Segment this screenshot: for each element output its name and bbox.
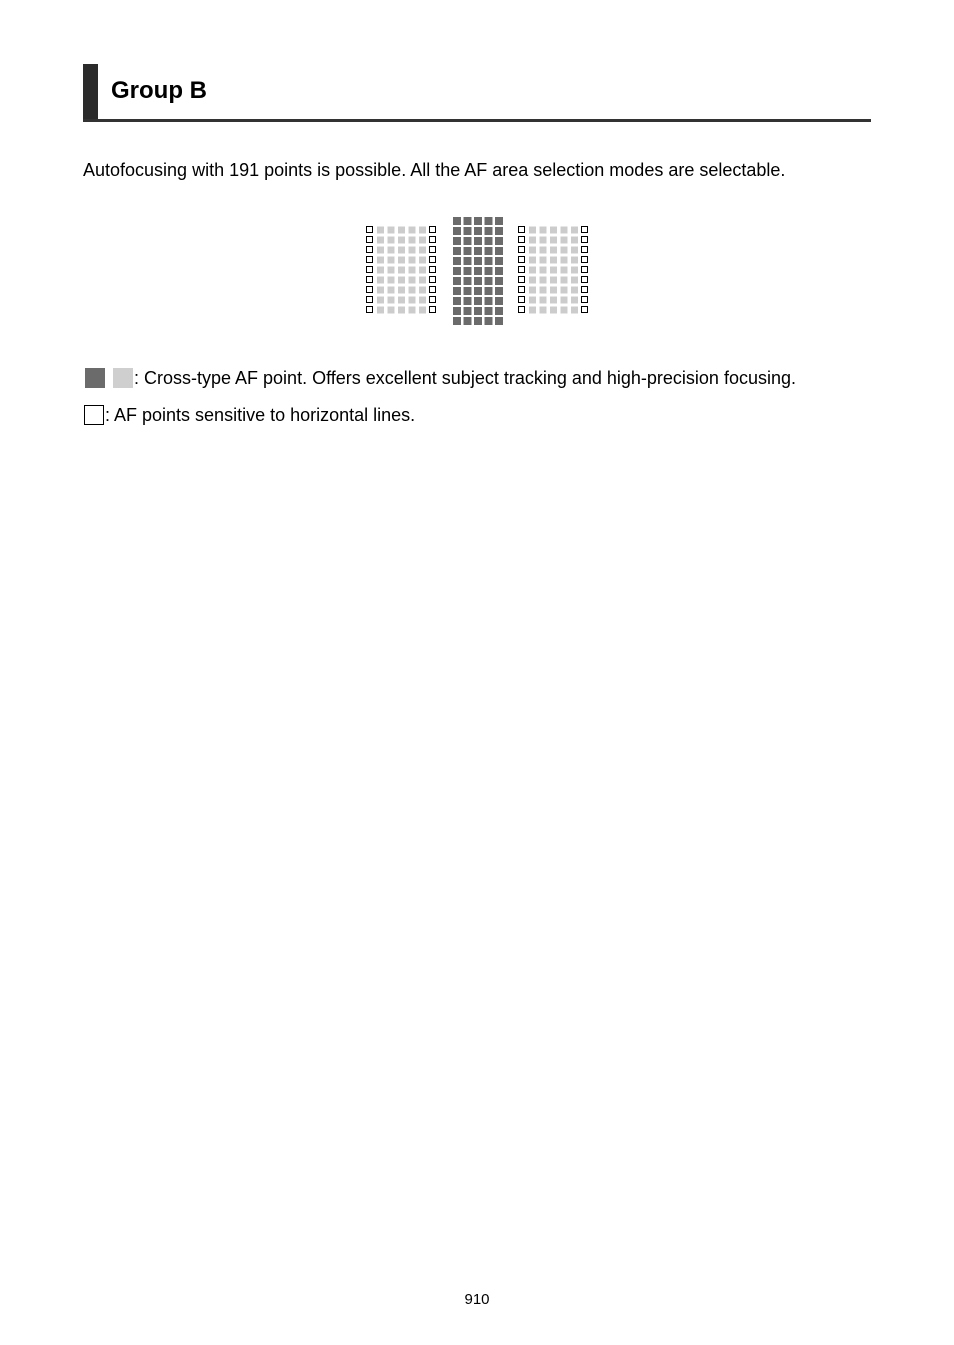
cross-type-af-point bbox=[474, 287, 482, 295]
cross-type-af-point bbox=[540, 287, 547, 294]
legend-cross-type bbox=[83, 367, 796, 389]
cross-type-af-point bbox=[571, 227, 578, 234]
horizontal-af-point bbox=[519, 247, 525, 253]
horizontal-af-point bbox=[430, 277, 436, 283]
cross-type-af-point bbox=[419, 307, 426, 314]
cross-type-af-point bbox=[464, 297, 472, 305]
cross-type-af-point bbox=[561, 287, 568, 294]
cross-type-af-point bbox=[419, 247, 426, 254]
horizontal-af-point bbox=[582, 247, 588, 253]
af-zone-center bbox=[453, 217, 503, 325]
cross-type-af-point bbox=[453, 267, 461, 275]
cross-type-af-point bbox=[495, 217, 503, 225]
cross-type-af-point bbox=[388, 277, 395, 284]
horizontal-af-point bbox=[582, 297, 588, 303]
cross-type-af-point bbox=[540, 257, 547, 264]
cross-type-af-point bbox=[485, 267, 493, 275]
cross-type-af-point bbox=[474, 277, 482, 285]
cross-type-af-point bbox=[398, 297, 405, 304]
cross-type-af-point bbox=[529, 277, 536, 284]
cross-type-af-point bbox=[388, 297, 395, 304]
cross-type-af-point bbox=[388, 267, 395, 274]
cross-type-af-point bbox=[529, 227, 536, 234]
cross-type-af-point bbox=[453, 297, 461, 305]
cross-type-af-point bbox=[464, 317, 472, 325]
cross-type-af-point bbox=[398, 237, 405, 244]
cross-type-af-point bbox=[474, 257, 482, 265]
cross-type-af-point bbox=[485, 227, 493, 235]
intro-paragraph: Autofocusing with 191 points is possible. All the AF area selection modes are selectable. bbox=[83, 160, 786, 180]
cross-type-af-point bbox=[388, 247, 395, 254]
cross-type-af-point bbox=[409, 227, 416, 234]
cross-type-af-point bbox=[571, 277, 578, 284]
cross-type-af-point bbox=[377, 307, 384, 314]
page-title: Group B bbox=[111, 77, 207, 104]
cross-type-af-point bbox=[377, 267, 384, 274]
horizontal-af-point bbox=[582, 277, 588, 283]
cross-type-af-point bbox=[561, 257, 568, 264]
cross-type-af-point bbox=[377, 287, 384, 294]
horizontal-af-point bbox=[430, 237, 436, 243]
cross-type-af-point bbox=[377, 277, 384, 284]
horizontal-af-point bbox=[582, 237, 588, 243]
cross-type-af-point bbox=[388, 257, 395, 264]
cross-type-af-point bbox=[561, 247, 568, 254]
cross-type-af-point bbox=[550, 277, 557, 284]
cross-type-af-point bbox=[464, 287, 472, 295]
cross-type-af-point bbox=[453, 217, 461, 225]
cross-type-af-point bbox=[453, 237, 461, 245]
cross-type-af-point bbox=[453, 287, 461, 295]
cross-type-af-point bbox=[419, 257, 426, 264]
cross-type-af-point bbox=[474, 237, 482, 245]
cross-type-af-point bbox=[485, 257, 493, 265]
cross-type-af-point bbox=[419, 267, 426, 274]
cross-type-af-point bbox=[419, 237, 426, 244]
cross-type-af-point bbox=[398, 267, 405, 274]
cross-type-af-point bbox=[398, 257, 405, 264]
horizontal-af-point bbox=[367, 227, 373, 233]
horizontal-af-point bbox=[430, 247, 436, 253]
cross-type-af-point bbox=[474, 307, 482, 315]
cross-type-af-point bbox=[495, 227, 503, 235]
cross-type-af-point bbox=[495, 307, 503, 315]
cross-type-af-point bbox=[409, 307, 416, 314]
cross-type-af-point bbox=[495, 277, 503, 285]
section-heading bbox=[83, 64, 871, 122]
cross-type-af-point bbox=[529, 247, 536, 254]
horizontal-af-point bbox=[582, 307, 588, 313]
horizontal-af-point bbox=[367, 267, 373, 273]
horizontal-af-point bbox=[582, 227, 588, 233]
cross-type-af-point bbox=[561, 237, 568, 244]
cross-type-af-point bbox=[561, 297, 568, 304]
cross-type-af-point bbox=[474, 297, 482, 305]
cross-type-af-point bbox=[540, 247, 547, 254]
cross-type-af-point bbox=[540, 267, 547, 274]
horizontal-af-point bbox=[519, 227, 525, 233]
cross-type-af-point bbox=[453, 317, 461, 325]
cross-type-af-point bbox=[464, 257, 472, 265]
heading-accent-bar bbox=[83, 64, 98, 119]
horizontal-af-point bbox=[430, 297, 436, 303]
cross-type-af-point bbox=[550, 307, 557, 314]
horizontal-af-point bbox=[430, 227, 436, 233]
cross-type-af-point bbox=[495, 237, 503, 245]
cross-type-af-point bbox=[409, 257, 416, 264]
cross-type-af-point bbox=[561, 307, 568, 314]
af-zone-left bbox=[367, 227, 436, 314]
cross-type-af-point bbox=[495, 267, 503, 275]
cross-type-af-point bbox=[561, 267, 568, 274]
horizontal-af-point bbox=[367, 297, 373, 303]
cross-type-af-point bbox=[377, 227, 384, 234]
cross-type-af-point bbox=[485, 307, 493, 315]
cross-type-af-point bbox=[398, 287, 405, 294]
cross-type-af-point bbox=[550, 237, 557, 244]
horizontal-af-point bbox=[582, 287, 588, 293]
horizontal-af-point bbox=[430, 287, 436, 293]
cross-type-af-point bbox=[388, 227, 395, 234]
cross-type-af-point bbox=[485, 237, 493, 245]
cross-type-dark-swatch bbox=[85, 368, 105, 388]
cross-type-af-point bbox=[464, 277, 472, 285]
cross-type-af-point bbox=[495, 317, 503, 325]
cross-type-af-point bbox=[409, 247, 416, 254]
cross-type-af-point bbox=[398, 227, 405, 234]
cross-type-af-point bbox=[409, 287, 416, 294]
horizontal-af-point bbox=[582, 257, 588, 263]
horizontal-af-point bbox=[519, 287, 525, 293]
cross-type-af-point bbox=[474, 267, 482, 275]
cross-type-af-point bbox=[485, 247, 493, 255]
cross-type-af-point bbox=[485, 277, 493, 285]
cross-type-af-point bbox=[464, 247, 472, 255]
cross-type-af-point bbox=[453, 307, 461, 315]
cross-type-af-point bbox=[464, 227, 472, 235]
cross-type-af-point bbox=[571, 297, 578, 304]
cross-type-af-point bbox=[398, 307, 405, 314]
horizontal-af-point bbox=[430, 257, 436, 263]
af-zone-right bbox=[519, 227, 588, 314]
cross-type-af-point bbox=[474, 227, 482, 235]
cross-type-af-point bbox=[398, 247, 405, 254]
horizontal-af-point bbox=[519, 267, 525, 273]
horizontal-af-point bbox=[582, 267, 588, 273]
legend-horizontal bbox=[83, 404, 415, 426]
cross-type-af-point bbox=[485, 297, 493, 305]
horizontal-af-point bbox=[367, 277, 373, 283]
cross-type-af-point bbox=[485, 217, 493, 225]
cross-type-af-point bbox=[540, 297, 547, 304]
cross-type-af-point bbox=[550, 247, 557, 254]
page-number: 910 bbox=[464, 1291, 490, 1308]
cross-type-af-point bbox=[409, 267, 416, 274]
cross-type-af-point bbox=[495, 257, 503, 265]
cross-type-af-point bbox=[485, 287, 493, 295]
horizontal-af-point bbox=[367, 307, 373, 313]
cross-type-af-point bbox=[409, 237, 416, 244]
cross-type-af-point bbox=[550, 257, 557, 264]
cross-type-af-point bbox=[453, 227, 461, 235]
cross-type-af-point bbox=[529, 287, 536, 294]
cross-type-af-point bbox=[561, 227, 568, 234]
cross-type-af-point bbox=[550, 287, 557, 294]
cross-type-af-point bbox=[495, 287, 503, 295]
cross-type-af-point bbox=[495, 297, 503, 305]
horizontal-af-point-swatch bbox=[84, 405, 104, 425]
horizontal-af-point bbox=[367, 237, 373, 243]
cross-type-af-point bbox=[474, 317, 482, 325]
cross-type-af-point bbox=[474, 247, 482, 255]
cross-type-af-point bbox=[409, 277, 416, 284]
cross-type-af-point bbox=[571, 237, 578, 244]
cross-type-af-point bbox=[419, 277, 426, 284]
cross-type-af-point bbox=[495, 247, 503, 255]
legend-cross-type-text: : Cross-type AF point. Offers excellent subject tracking and high-precision focusing. bbox=[134, 368, 796, 388]
cross-type-af-point bbox=[398, 277, 405, 284]
cross-type-af-point bbox=[464, 217, 472, 225]
cross-type-af-point bbox=[550, 227, 557, 234]
cross-type-af-point bbox=[571, 267, 578, 274]
cross-type-af-point bbox=[529, 267, 536, 274]
cross-type-af-point bbox=[464, 237, 472, 245]
cross-type-af-point bbox=[388, 237, 395, 244]
cross-type-af-point bbox=[453, 257, 461, 265]
cross-type-af-point bbox=[485, 317, 493, 325]
cross-type-af-point bbox=[377, 257, 384, 264]
cross-type-af-point bbox=[388, 307, 395, 314]
cross-type-af-point bbox=[419, 227, 426, 234]
horizontal-af-point bbox=[519, 277, 525, 283]
cross-type-af-point bbox=[377, 297, 384, 304]
cross-type-af-point bbox=[453, 277, 461, 285]
cross-type-af-point bbox=[540, 277, 547, 284]
cross-type-light-swatch bbox=[113, 368, 133, 388]
cross-type-af-point bbox=[453, 247, 461, 255]
cross-type-af-point bbox=[529, 257, 536, 264]
cross-type-af-point bbox=[571, 287, 578, 294]
cross-type-af-point bbox=[377, 237, 384, 244]
cross-type-af-point bbox=[419, 297, 426, 304]
horizontal-af-point bbox=[519, 307, 525, 313]
cross-type-af-point bbox=[571, 247, 578, 254]
cross-type-af-point bbox=[529, 307, 536, 314]
cross-type-af-point bbox=[550, 267, 557, 274]
cross-type-af-point bbox=[529, 237, 536, 244]
cross-type-af-point bbox=[388, 287, 395, 294]
horizontal-af-point bbox=[367, 287, 373, 293]
horizontal-af-point bbox=[519, 237, 525, 243]
horizontal-af-point bbox=[430, 307, 436, 313]
cross-type-af-point bbox=[377, 247, 384, 254]
cross-type-af-point bbox=[550, 297, 557, 304]
horizontal-af-point bbox=[367, 257, 373, 263]
cross-type-af-point bbox=[464, 267, 472, 275]
cross-type-af-point bbox=[561, 277, 568, 284]
cross-type-af-point bbox=[419, 287, 426, 294]
af-points-diagram bbox=[360, 212, 596, 330]
horizontal-af-point bbox=[519, 297, 525, 303]
cross-type-af-point bbox=[540, 227, 547, 234]
cross-type-af-point bbox=[571, 257, 578, 264]
horizontal-af-point bbox=[367, 247, 373, 253]
cross-type-af-point bbox=[474, 217, 482, 225]
cross-type-af-point bbox=[529, 297, 536, 304]
cross-type-af-point bbox=[464, 307, 472, 315]
horizontal-af-point bbox=[430, 267, 436, 273]
legend-horizontal-text: : AF points sensitive to horizontal lines. bbox=[105, 405, 416, 425]
cross-type-af-point bbox=[571, 307, 578, 314]
horizontal-af-point bbox=[519, 257, 525, 263]
cross-type-af-point bbox=[409, 297, 416, 304]
cross-type-af-point bbox=[540, 307, 547, 314]
cross-type-af-point bbox=[540, 237, 547, 244]
